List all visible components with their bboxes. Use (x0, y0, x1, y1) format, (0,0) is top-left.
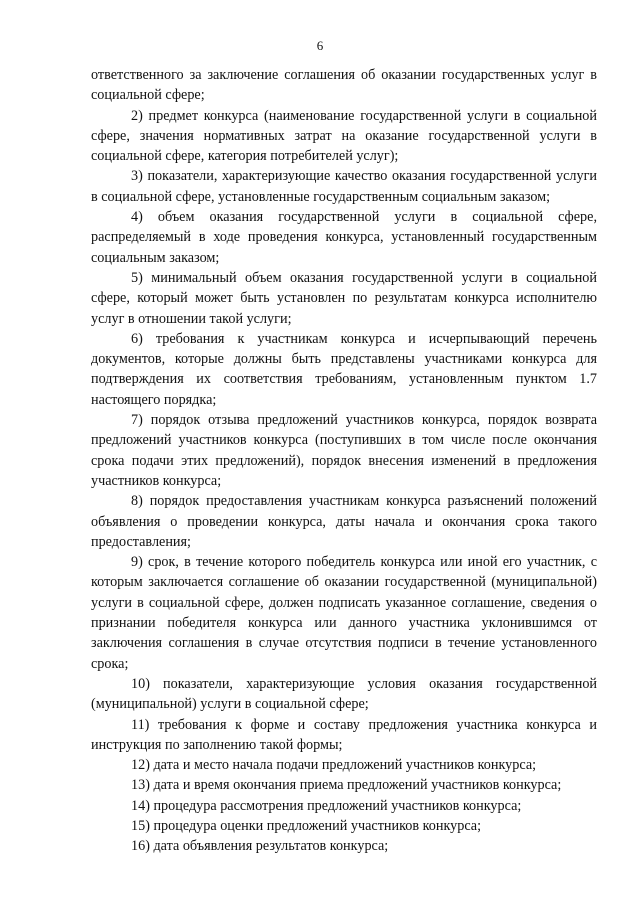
list-item-5: 5) минимальный объем оказания государственной услуги в социальной сфере, который может быть установлен по результатам конкурса исполнителю услуг в отношении такой услуги; (91, 269, 597, 327)
list-item-16: 16) дата объявления результатов конкурса; (131, 838, 389, 855)
list-item-9: 9) срок, в течение которого победитель конкурса или иной его участник, с которым заключается соглашение об оказании государственной (муниципальной) услуги в социальной сфере, должен подписать указанное соглашение, сведения о признании победителя конкурса или данного участника уклонившимся от заключения соглашения в случае отсутствия подписи в течение установленного срока; (91, 554, 597, 672)
paragraph-continuation: ответственного за заключение соглашения об оказании государственных услуг в социальной сфере; (91, 67, 597, 104)
list-item-11: 11) требования к форме и составу предложения участника конкурса и инструкция по заполнению такой формы; (91, 716, 597, 753)
list-item-14: 14) процедура рассмотрения предложений участников конкурса; (131, 797, 522, 814)
page-number: 6 (316, 38, 324, 53)
list-item-4: 4) объем оказания государственной услуги в социальной сфере, распределяемый в ходе проведения конкурса, установленный государственным социальным заказом; (91, 209, 597, 266)
list-item-8: 8) порядок предоставления участникам конкурса разъяснений положений объявления о проведении конкурса, даты начала и окончания срока такого предоставления; (91, 493, 597, 550)
document-body (91, 65, 597, 857)
list-item-15: 15) процедура оценки предложений участников конкурса; (131, 817, 482, 834)
list-item-13: 13) дата и время окончания приема предложений участников конкурса; (131, 777, 562, 794)
list-item-12: 12) дата и место начала подачи предложений участников конкурса; (131, 757, 537, 774)
list-item-3: 3) показатели, характеризующие качество оказания государственной услуги в социальной сфере, установленные государственным социальным заказом; (91, 168, 597, 205)
list-item-2: 2) предмет конкурса (наименование государственной услуги в социальной сфере, значения нормативных затрат на оказание государственной услуги в социальной сфере, категория потребителей услуг); (91, 107, 597, 165)
list-item-6: 6) требования к участникам конкурса и исчерпывающий перечень документов, которые должны быть представлены участниками конкурса для подтверждения их соответствия требованиям, установленным пунктом 1.7 настоящего порядка; (91, 330, 597, 408)
list-item-10: 10) показатели, характеризующие условия оказания государственной (муниципальной) услуги в социальной сфере; (91, 675, 597, 713)
list-item-7: 7) порядок отзыва предложений участников конкурса, порядок возврата предложений участников конкурса (поступивших в том числе после окончания срока подачи этих предложений), порядок внесения изменений в предложения участников конкурса; (91, 412, 597, 489)
